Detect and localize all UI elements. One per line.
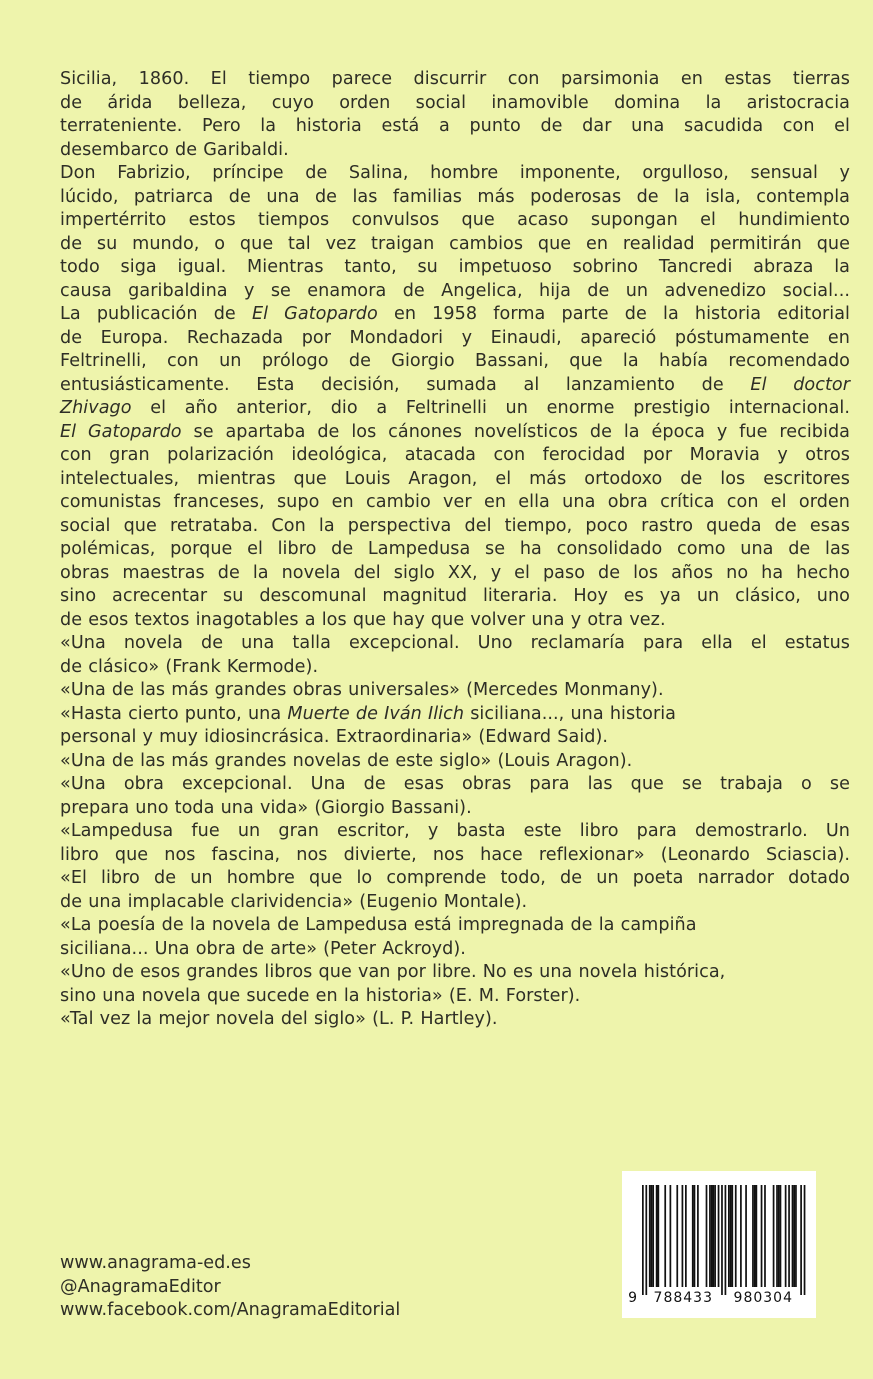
text-run: «Una de las más grandes obras universales» (Mercedes Monmany). — [60, 680, 664, 700]
book-title-italic: Zhivago — [60, 398, 132, 418]
barcode-bar — [800, 1185, 802, 1295]
text-run: obras maestras de la novela del siglo XX, y el paso de los años no ha hecho — [60, 562, 850, 583]
barcode-bar — [773, 1185, 775, 1287]
text-run: «Una novela de una talla excepcional. Uno reclamaría para ella el estatus — [60, 633, 850, 653]
barcode-bar — [692, 1185, 694, 1287]
text-run: siciliana... Una obra de arte» (Peter Ackroyd). — [60, 938, 466, 959]
text-line — [60, 515, 850, 539]
text-line — [60, 139, 850, 163]
text-run: lúcido, patriarca de una de las familias más poderosas de la isla, contempla — [60, 186, 850, 207]
barcode-bar — [795, 1185, 797, 1287]
text-run: social que retrataba. Con la perspectiva del tiempo, poco rastro queda de esas — [60, 515, 850, 536]
text-line — [60, 961, 850, 985]
text-line — [60, 162, 850, 186]
text-line — [60, 256, 850, 280]
text-line — [60, 703, 850, 727]
barcode-bar — [756, 1185, 758, 1287]
barcode-bar — [725, 1185, 727, 1295]
barcode-digits: 980304 — [733, 1290, 793, 1306]
text-run: de árida belleza, cuyo orden social inamovible domina la aristocracia — [60, 92, 850, 113]
barcode-bar — [682, 1185, 684, 1287]
text-run: comunistas franceses, supo en cambio ver en ella una obra crítica con el orden — [60, 492, 850, 512]
text-run: Feltrinelli, con un prólogo de Giorgio Bassani, que la había recomendado — [60, 351, 850, 371]
text-line — [60, 115, 850, 139]
text-run: el año anterior, dio a Feltrinelli un enorme prestigio internacional. — [131, 398, 850, 418]
text-line — [60, 1008, 850, 1032]
barcode-bar — [735, 1185, 737, 1287]
text-line — [60, 985, 850, 1009]
text-run: Don Fabrizio, príncipe de Salina, hombre imponente, orgulloso, sensual y — [60, 163, 850, 183]
text-run: «Tal vez la mejor novela del siglo» (L. P. Hartley). — [60, 1009, 498, 1029]
text-run: sino una novela que sucede en la historia» (E. M. Forster). — [60, 985, 581, 1006]
text-line — [60, 350, 850, 374]
text-run: «La poesía de la novela de Lampedusa está impregnada de la campiña — [60, 915, 697, 935]
text-run: causa garibaldina y se enamora de Angelica, hija de un advenedizo social... — [60, 280, 850, 301]
barcode-bar — [694, 1185, 696, 1287]
text-run: de clásico» (Frank Kermode). — [60, 656, 319, 677]
text-line — [60, 444, 850, 468]
text-line — [60, 303, 850, 327]
barcode-bar — [721, 1185, 723, 1295]
text-run: en 1958 forma parte de la historia editorial — [377, 304, 850, 324]
barcode-bar — [754, 1185, 756, 1287]
barcode-bar — [651, 1185, 653, 1287]
barcode-bar — [730, 1185, 732, 1287]
text-run: «Lampedusa fue un gran escritor, y basta este libro para demostrarlo. Un — [60, 821, 850, 841]
text-run: todo siga igual. Mientras tanto, su impetuoso sobrino Tancredi abraza la — [60, 257, 850, 277]
text-run: impertérrito estos tiempos convulsos que acaso supongan el hundimiento — [60, 210, 850, 230]
publisher-contacts — [60, 1252, 400, 1323]
barcode-bar — [728, 1185, 730, 1287]
synopsis-text — [60, 68, 850, 1032]
website-link[interactable]: www.anagrama-ed.es — [60, 1253, 251, 1273]
barcode-bar — [711, 1185, 713, 1287]
text-run: siciliana..., una historia — [464, 703, 677, 724]
barcode-bar — [785, 1185, 787, 1287]
text-line — [60, 421, 850, 445]
book-title-italic: El doctor — [750, 374, 850, 395]
text-line — [60, 609, 850, 633]
text-run: personal y muy idiosincrásica. Extraordinaria» (Edward Said). — [60, 727, 609, 747]
text-run: de esos textos inagotables a los que hay que volver una y otra vez. — [60, 609, 666, 630]
text-line — [60, 92, 850, 116]
barcode-bar — [713, 1185, 715, 1287]
barcode-digits: 788433 — [653, 1290, 714, 1306]
text-run: «El libro de un hombre que lo comprende todo, de un poeta narrador dotado — [60, 868, 850, 888]
barcode-bar — [788, 1185, 790, 1287]
barcode-bar — [804, 1185, 806, 1295]
text-run: con gran polarización ideológica, atacada con ferocidad por Moravia y otros — [60, 445, 850, 465]
text-run: de su mundo, o que tal vez traigan cambios que en realidad permitirán que — [60, 233, 850, 254]
text-line — [60, 914, 850, 938]
text-line — [60, 585, 850, 609]
text-run: se apartaba de los cánones novelísticos de la época y fue recibida — [181, 421, 850, 442]
barcode-bar — [664, 1185, 666, 1287]
barcode-bar — [709, 1185, 711, 1287]
text-line — [60, 938, 850, 962]
text-run: desembarco de Garibaldi. — [60, 139, 289, 160]
barcode-bar — [780, 1185, 782, 1287]
text-line — [60, 773, 850, 797]
text-line — [60, 797, 850, 821]
barcode-bar — [652, 1185, 654, 1287]
text-run: polémicas, porque el libro de Lampedusa se ha consolidado como una de las — [60, 539, 850, 559]
text-line — [60, 562, 850, 586]
text-line — [60, 468, 850, 492]
barcode-bar — [776, 1185, 778, 1287]
twitter-handle[interactable]: @AnagramaEditor — [60, 1276, 221, 1297]
text-run: libro que nos fascina, nos divierte, nos hace reflexionar» (Leonardo Sciascia). — [60, 844, 850, 865]
text-run: La publicación de — [60, 304, 252, 324]
barcode-bar — [778, 1185, 780, 1287]
text-line — [60, 750, 850, 774]
barcode-bar — [745, 1185, 747, 1287]
text-line — [60, 397, 850, 421]
book-title-italic: El Gatopardo — [251, 304, 378, 324]
barcode-digits: 9 — [628, 1290, 638, 1306]
text-run: prepara uno toda una vida» (Giorgio Bassani). — [60, 797, 472, 818]
text-run: «Hasta cierto punto, una — [60, 703, 288, 724]
barcode-bar — [761, 1185, 763, 1287]
barcode-bar — [752, 1185, 754, 1287]
barcode-bar — [740, 1185, 742, 1287]
barcode-bar — [676, 1185, 678, 1287]
barcode-bar — [645, 1185, 647, 1295]
text-line — [60, 820, 850, 844]
barcode — [622, 1171, 816, 1318]
barcode-bar — [656, 1185, 658, 1287]
text-line — [60, 844, 850, 868]
text-run: «Uno de esos grandes libros que van por libre. No es una novela histórica, — [60, 962, 726, 982]
text-line — [60, 280, 850, 304]
text-line — [60, 186, 850, 210]
text-line — [60, 891, 850, 915]
barcode-bar — [792, 1185, 794, 1287]
text-run: entusiásticamente. Esta decisión, sumada al lanzamiento de — [60, 374, 751, 395]
text-run: intelectuales, mientras que Louis Aragon, el más ortodoxo de los escritores — [60, 468, 850, 489]
text-line — [60, 327, 850, 351]
text-run: terrateniente. Pero la historia está a punto de dar una sacudida con el — [60, 116, 850, 136]
text-line — [60, 726, 850, 750]
barcode-bar — [718, 1185, 720, 1287]
text-run: de Europa. Rechazada por Mondadori y Einaudi, apareció póstumamente en — [60, 327, 850, 348]
text-line — [60, 233, 850, 257]
text-run: sino acrecentar su descomunal magnitud literaria. Hoy es ya un clásico, uno — [60, 586, 850, 606]
barcode-bar — [731, 1185, 733, 1287]
barcode-bar — [706, 1185, 708, 1287]
text-line — [60, 656, 850, 680]
text-line — [60, 374, 850, 398]
barcode-bar — [685, 1185, 687, 1287]
barcode-bar — [714, 1185, 716, 1287]
text-run: «Una obra excepcional. Una de esas obras para las que se trabaja o se — [60, 774, 850, 794]
text-line — [60, 68, 850, 92]
barcode-bar — [793, 1185, 795, 1287]
text-line — [60, 632, 850, 656]
text-line — [60, 491, 850, 515]
book-title-italic: El Gatopardo — [60, 421, 182, 442]
barcode-bar — [649, 1185, 651, 1287]
facebook-link[interactable]: www.facebook.com/AnagramaEditorial — [60, 1300, 401, 1320]
text-line — [60, 538, 850, 562]
text-line — [60, 209, 850, 233]
barcode-bar — [697, 1185, 699, 1287]
text-line — [60, 679, 850, 703]
barcode-graphic — [622, 1171, 816, 1318]
text-run: Sicilia, 1860. El tiempo parece discurrir con parsimonia en estas tierras — [60, 69, 850, 89]
book-title-italic: Muerte de Iván Ilich — [287, 703, 465, 724]
barcode-bar — [642, 1185, 644, 1295]
text-run: de una implacable clarividencia» (Eugenio Montale). — [60, 891, 528, 912]
text-line — [60, 867, 850, 891]
barcode-bar — [764, 1185, 766, 1287]
barcode-bar — [657, 1185, 659, 1287]
barcode-bar — [670, 1185, 672, 1287]
text-run: «Una de las más grandes novelas de este siglo» (Louis Aragon). — [60, 750, 633, 771]
